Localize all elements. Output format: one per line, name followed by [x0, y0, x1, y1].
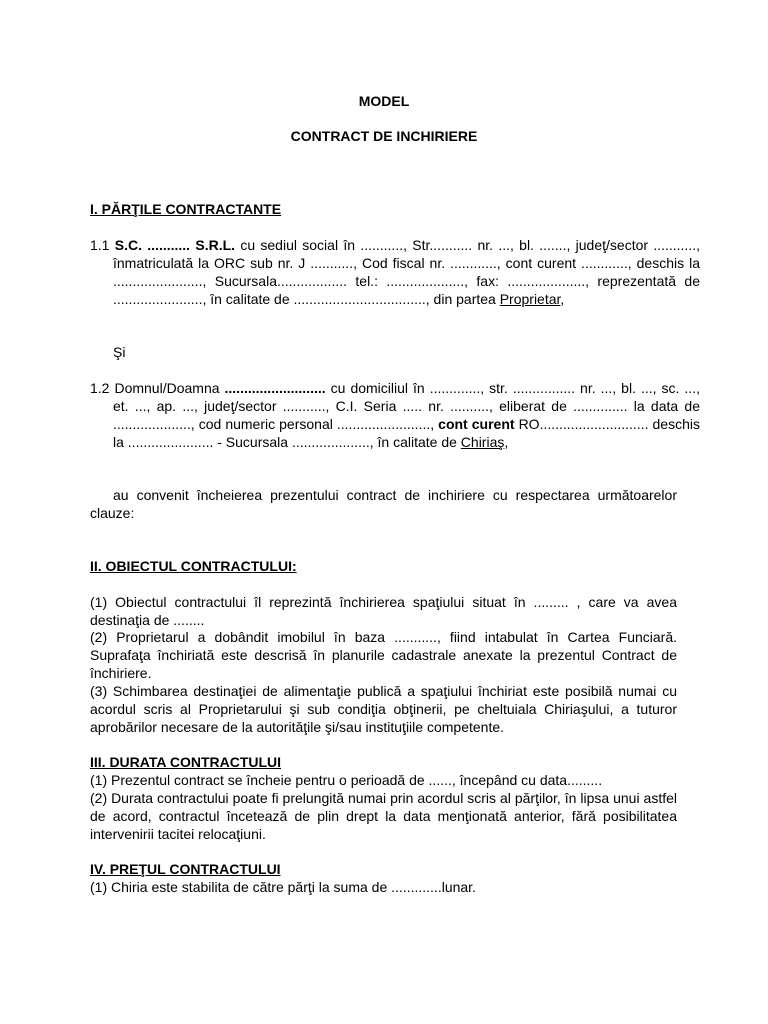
- paragraph-text: cu domiciliul în ............., str. ................ nr. ..., bl. ..., sc. ..., et. ..., ap. ..., judeţ/sector ..........., C.I. Seria ..... nr. .........., eliberat de .............. la data de ...................., cod numeric personal ........................,: [113, 380, 700, 432]
- paragraph-text: cu sediul social în ..........., Str........... nr. ..., bl. ......., judeţ/sector ..........., înmatriculată la ORC sub nr. J ..........., Cod fiscal nr. ............, cont curent ............, deschis la ......................., Sucursala.................. tel.: ...................., fax: ...................., reprezentată de ......................., în calitate de .................................., din partea: [113, 237, 700, 307]
- section-2-clause-3: (3) Schimbarea destinaţiei de alimentaţie publică a spaţiului închiriat este posibilă numai cu acordul scris al Proprietarului şi sub condiţia obţinerii, pe cheltuiala Chiriaşului, a tuturor aprobărilor necesare de la autorităţile şi/sau instituţiile competente.: [90, 683, 677, 735]
- section-3-heading: III. DURATA CONTRACTULUI: [90, 754, 282, 770]
- punctuation: ,: [560, 291, 565, 307]
- company-name: S.C. ........... S.R.L.: [114, 237, 236, 253]
- section-4-clause-1: (1) Chiria este stabilita de către părţi la suma de .............lunar.: [90, 879, 476, 895]
- section-2-heading: II. OBIECTUL CONTRACTULUI:: [90, 558, 297, 574]
- document-subtitle: CONTRACT DE INCHIRIERE: [290, 128, 478, 144]
- paragraph-number: 1.2 Domnul/Doamna: [90, 380, 225, 396]
- section-3-clause-2: (2) Durata contractului poate fi prelungită numai prin acordul scris al părţilor, în lipsa unui astfel de acord, contractul încetează de plin drept la data menţionată anterior, fără posibilitatea intervenirii tacitei relocaţiuni.: [90, 790, 677, 842]
- section-2-clause-1: (1) Obiectul contractului îl reprezintă închirierea spaţiului situat în ......... , care va avea destinaţia de ........: [90, 594, 677, 628]
- cont-curent-label: cont curent: [438, 416, 515, 432]
- document-title: MODEL: [358, 93, 410, 109]
- section-4-heading: IV. PREŢUL CONTRACTULUI: [90, 861, 281, 877]
- conjunction-si: Şi: [113, 344, 126, 360]
- section-3-clause-1: (1) Prezentul contract se încheie pentru o perioadă de ......, începând cu data.........: [90, 772, 603, 788]
- section-1-paragraph-2: [90, 379, 700, 451]
- section-2-clause-2: (2) Proprietarul a dobândit imobilul în baza ..........., fiind intabulat în Cartea Funciară. Suprafaţa închiriată este descrisă în planurile cadastrale anexate la prezentul Contract de închiriere.: [90, 629, 677, 681]
- agreement-paragraph: au convenit încheierea prezentului contract de inchiriere cu respectarea următoarelor clauze:: [90, 487, 677, 521]
- paragraph-text-2: RO............................ deschis la ...................... - Sucursala ...................., în calitate de: [113, 416, 700, 450]
- person-name: ..........................: [224, 380, 326, 396]
- role-proprietar: Proprietar: [499, 291, 561, 307]
- section-1-paragraph-1: [90, 236, 700, 308]
- paragraph-number: 1.1: [90, 237, 115, 253]
- punctuation: ,: [504, 434, 509, 450]
- role-chirias: Chiriaş: [460, 434, 505, 450]
- section-1-heading: I. PĂRŢILE CONTRACTANTE: [90, 201, 282, 217]
